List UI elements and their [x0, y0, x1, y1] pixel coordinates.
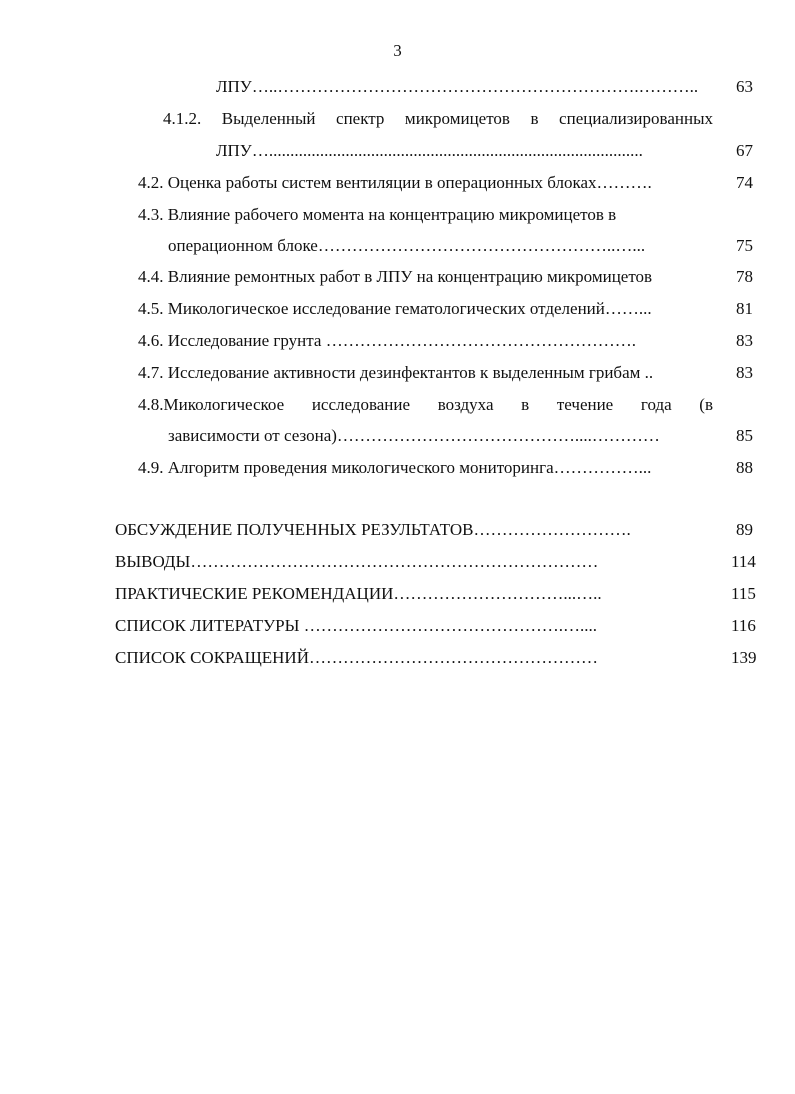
toc-entry-4-5 [138, 298, 652, 320]
entry-page: 74 [736, 173, 753, 192]
toc-entry-4-4: 4.4. Влияние ремонтных работ в ЛПУ на концентрацию микромицетов [138, 267, 653, 286]
entry-text: операционном блоке [168, 236, 318, 255]
section-page: 139 [731, 648, 757, 667]
entry-page: 85 [736, 426, 753, 445]
toc-entry-lpu-1 [216, 76, 698, 98]
page-number: 3 [393, 41, 402, 60]
toc-entry-4-3: 4.3. Влияние рабочего момента на концентрацию микромицетов в [138, 205, 617, 224]
section-page: 89 [736, 520, 753, 539]
entry-page: 63 [736, 77, 753, 96]
toc-section-conclusions [115, 551, 598, 573]
entry-text: 4.7. Исследование активности дезинфектантов к выделенным грибам [138, 363, 641, 382]
entry-text: 4.9. Алгоритм проведения микологического мониторинга [138, 458, 554, 477]
section-page: 115 [731, 584, 756, 603]
dot-leader: ……………………………………....………… [336, 426, 660, 445]
toc-entry-4-2 [138, 172, 652, 194]
section-text: СПИСОК ЛИТЕРАТУРЫ [115, 616, 300, 635]
dot-leader: ………………………………………………. [321, 331, 636, 350]
entry-text: 4.5. Микологическое исследование гематологических отделений [138, 299, 605, 318]
entry-page: 67 [736, 141, 753, 160]
toc-entry-4-6 [138, 330, 636, 352]
dot-leader: ………………………. [473, 520, 631, 539]
entry-page: 83 [736, 363, 753, 382]
dot-leader: …..……………………………………………………….……….. [251, 77, 699, 96]
dot-leader: …........................................................................................ [251, 141, 643, 160]
toc-section-references [115, 615, 597, 637]
entry-page: 83 [736, 331, 753, 350]
section-text: ВЫВОДЫ [115, 552, 191, 571]
dot-leader: .. [640, 363, 654, 382]
toc-entry-lpu-2 [216, 140, 643, 162]
dot-leader: ………. [596, 173, 652, 192]
section-text: ОБСУЖДЕНИЕ ПОЛУЧЕННЫХ РЕЗУЛЬТАТОВ [115, 520, 474, 539]
dot-leader: …………………………………………… [308, 648, 598, 667]
toc-entry-4-8-cont [168, 425, 660, 447]
dot-leader: ……………………………………………………………… [190, 552, 599, 571]
entry-page: 75 [736, 236, 753, 255]
section-text: ПРАКТИЧЕСКИЕ РЕКОМЕНДАЦИИ [115, 584, 394, 603]
toc-section-recommendations [115, 583, 602, 605]
entry-text: 4.6. Исследование грунта [138, 331, 322, 350]
toc-entry-4-8: 4.8.Микологическое исследование воздуха в течение года (в [138, 395, 713, 414]
dot-leader: ……………... [553, 458, 652, 477]
section-text: СПИСОК СОКРАЩЕНИЙ [115, 648, 309, 667]
dot-leader: ……………………………………………..…... [317, 236, 646, 255]
toc-section-abbreviations [115, 647, 598, 669]
dot-leader: ……………………………………….….... [299, 616, 597, 635]
toc-entry-4-3-cont [168, 235, 645, 257]
toc-entry-4-7 [138, 362, 653, 384]
entry-text: 4.2. Оценка работы систем вентиляции в операционных блоках [138, 173, 597, 192]
entry-text: зависимости от сезона) [168, 426, 337, 445]
dot-leader: ……... [604, 299, 652, 318]
entry-page: 81 [736, 299, 753, 318]
section-page: 114 [731, 552, 756, 571]
entry-text: ЛПУ [216, 77, 252, 96]
toc-entry-4-9 [138, 457, 651, 479]
entry-page: 78 [736, 267, 753, 286]
toc-entry-4-1-2: 4.1.2. Выделенный спектр микромицетов в специализированных [163, 109, 713, 128]
entry-text: ЛПУ [216, 141, 252, 160]
entry-page: 88 [736, 458, 753, 477]
dot-leader: …………………………...….. [393, 584, 602, 603]
section-page: 116 [731, 616, 756, 635]
toc-section-discussion [115, 519, 631, 541]
